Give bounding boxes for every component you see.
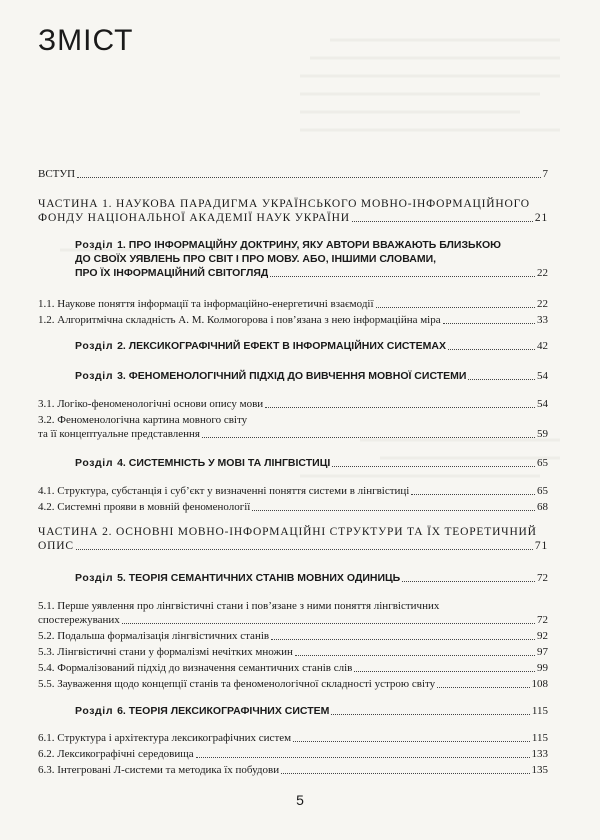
toc-page-number: 65	[537, 457, 548, 469]
chapter-title-line: ДО СВОЇХ УЯВЛЕНЬ ПРО СВІТ І ПРО МОВУ. АБО, ІНШИМИ СЛОВАМИ,	[75, 253, 437, 265]
toc-part-title-line: ЧАСТИНА 1. НАУКОВА ПАРАДИГМА УКРАЇНСЬКОГО МОВНО-ІНФОРМАЦІЙНОГО	[38, 198, 530, 210]
toc-page-number: 115	[531, 705, 548, 717]
toc-chapter-2[interactable]	[75, 339, 548, 353]
toc-chapter-1[interactable]	[75, 238, 548, 280]
chapter-label: Розділ	[75, 457, 114, 469]
toc-page-number: 133	[531, 748, 548, 760]
dot-leader	[76, 549, 533, 550]
dot-leader	[354, 671, 535, 672]
toc-entry-text: 6.3. Інтегровані Л-системи та методика їх побудови	[38, 764, 280, 776]
dot-leader	[293, 741, 530, 742]
dot-leader	[443, 323, 535, 324]
dot-leader	[331, 714, 530, 715]
dot-leader	[77, 177, 540, 178]
toc-section-5-3[interactable]	[38, 645, 548, 659]
toc-entry-text: та її концептуальне представлення	[38, 428, 200, 440]
toc-part-1[interactable]	[38, 197, 548, 225]
toc-page-number: 22	[537, 298, 548, 310]
toc-page-number: 72	[537, 614, 548, 626]
dot-leader	[448, 349, 535, 350]
dot-leader	[202, 437, 535, 438]
dot-leader	[352, 221, 533, 222]
toc-entry-text: 3.2. Феноменологічна картина мовного світу	[38, 414, 248, 426]
dot-leader	[252, 510, 535, 511]
toc-section-5-4[interactable]	[38, 661, 548, 675]
chapter-label: Розділ	[75, 370, 114, 382]
chapter-title: 6. ТЕОРІЯ ЛЕКСИКОГРАФІЧНИХ СИСТЕМ	[117, 705, 330, 717]
toc-part-title-line: ОПИС	[38, 540, 74, 552]
toc-entry-text: 5.4. Формалізований підхід до визначення семантичних станів слів	[38, 662, 353, 674]
toc-page-number: 59	[537, 428, 548, 440]
dot-leader	[270, 276, 535, 277]
toc-page-number: 72	[537, 572, 548, 584]
dot-leader	[468, 379, 535, 380]
dot-leader	[281, 773, 529, 774]
chapter-label: Розділ	[75, 705, 114, 717]
chapter-label: Розділ	[75, 572, 114, 584]
toc-section-5-1[interactable]	[38, 599, 548, 627]
toc-entry-text: 6.1. Структура і архітектура лексикографічних систем	[38, 732, 292, 744]
chapter-title: 3. ФЕНОМЕНОЛОГІЧНИЙ ПІДХІД ДО ВИВЧЕННЯ МОВНОЇ СИСТЕМИ	[117, 370, 467, 382]
dot-leader	[271, 639, 535, 640]
toc-section-6-3[interactable]	[38, 763, 548, 777]
toc-section-3-2[interactable]	[38, 413, 548, 441]
toc-page-number: 65	[537, 485, 548, 497]
toc-page-number: 21	[534, 212, 548, 224]
toc-page-number: 92	[537, 630, 548, 642]
toc-entry-text: 5.5. Зауваження щодо концепції станів та феноменологічної складності устрою світу	[38, 678, 436, 690]
toc-page-number: 99	[537, 662, 548, 674]
toc-part-2[interactable]	[38, 525, 548, 553]
toc-page-number: 135	[531, 764, 548, 776]
chapter-title: 4. СИСТЕМНІСТЬ У МОВІ ТА ЛІНГВІСТИЦІ	[117, 457, 331, 469]
toc-entry-text: 3.1. Логіко-феноменологічні основи опису мови	[38, 398, 264, 410]
dot-leader	[295, 655, 535, 656]
toc-page-number: 7	[542, 168, 548, 180]
toc-page-number: 97	[537, 646, 548, 658]
dot-leader	[437, 687, 529, 688]
chapter-label: Розділ	[75, 239, 114, 251]
toc-chapter-5[interactable]	[75, 571, 548, 585]
toc-entry-text: 1.1. Наукове поняття інформації та інформаційно-енергетичні взаємодії	[38, 298, 374, 310]
toc-entry-text: 5.2. Подальша формалізація лінгвістичних станів	[38, 630, 270, 642]
toc-entry-vstup[interactable]	[38, 167, 548, 181]
chapter-title-line: ПРО ЇХ ІНФОРМАЦІЙНИЙ СВІТОГЛЯД	[75, 267, 269, 279]
dot-leader	[122, 623, 535, 624]
chapter-label: Розділ	[75, 340, 114, 352]
toc-page-number: 42	[537, 340, 548, 352]
toc-page-number: 115	[531, 732, 548, 744]
chapter-title-line: 1. ПРО ІНФОРМАЦІЙНУ ДОКТРИНУ, ЯКУ АВТОРИ ВВАЖАЮТЬ БЛИЗЬКОЮ	[117, 239, 501, 251]
toc-entry-text: 4.1. Структура, субстанція і суб’єкт у визначенні поняття системи в лінгвістиці	[38, 485, 410, 497]
toc-part-title-line: ЧАСТИНА 2. ОСНОВНІ МОВНО-ІНФОРМАЦІЙНІ СТРУКТУРИ ТА ЇХ ТЕОРЕТИЧНИЙ	[38, 526, 537, 538]
dot-leader	[411, 494, 535, 495]
toc-section-1-1[interactable]	[38, 297, 548, 311]
toc-section-5-2[interactable]	[38, 629, 548, 643]
toc-section-3-1[interactable]	[38, 397, 548, 411]
toc-section-6-1[interactable]	[38, 731, 548, 745]
toc-page-number: 54	[537, 370, 548, 382]
toc-entry-text: 6.2. Лексикографічні середовища	[38, 748, 194, 760]
dot-leader	[402, 581, 535, 582]
dot-leader	[332, 466, 535, 467]
toc-entry-text: 5.3. Лінгвістичні стани у формалізмі нечітких множин	[38, 646, 293, 658]
toc-entry-text: спостережуваних	[38, 614, 120, 626]
dot-leader	[265, 407, 535, 408]
toc-section-5-5[interactable]	[38, 677, 548, 691]
toc-section-4-2[interactable]	[38, 500, 548, 514]
toc-page-number: 22	[537, 267, 548, 279]
toc-entry-text: 4.2. Системні прояви в мовній феноменології	[38, 501, 251, 513]
toc-entry-text: 1.2. Алгоритмічна складність А. М. Колмогорова і пов’язана з нею інформаційна міра	[38, 314, 441, 326]
toc-chapter-4[interactable]	[75, 456, 548, 470]
dot-leader	[196, 757, 530, 758]
chapter-title: 5. ТЕОРІЯ СЕМАНТИЧНИХ СТАНІВ МОВНИХ ОДИНИЦЬ	[117, 572, 401, 584]
chapter-title: 2. ЛЕКСИКОГРАФІЧНИЙ ЕФЕКТ В ІНФОРМАЦІЙНИХ СИСТЕМАХ	[117, 340, 446, 352]
toc-section-6-2[interactable]	[38, 747, 548, 761]
toc-chapter-3[interactable]	[75, 369, 548, 383]
toc-part-title-line: ФОНДУ НАЦІОНАЛЬНОЇ АКАДЕМІЇ НАУК УКРАЇНИ	[38, 212, 350, 224]
toc-entry-text: 5.1. Перше уявлення про лінгвістичні стани і пов’язане з ними поняття лінгвістичних	[38, 600, 440, 612]
page-number: 5	[296, 792, 304, 808]
toc-page-number: 68	[537, 501, 548, 513]
toc-page-number: 54	[537, 398, 548, 410]
toc-chapter-6[interactable]	[75, 704, 548, 718]
toc-page-number: 71	[534, 540, 548, 552]
page-title: ЗМІСТ	[38, 24, 134, 57]
toc-section-1-2[interactable]	[38, 313, 548, 327]
toc-page-number: 33	[537, 314, 548, 326]
toc-page-number: 108	[531, 678, 548, 690]
toc-section-4-1[interactable]	[38, 484, 548, 498]
dot-leader	[376, 307, 535, 308]
toc-entry-text: ВСТУП	[38, 168, 76, 180]
